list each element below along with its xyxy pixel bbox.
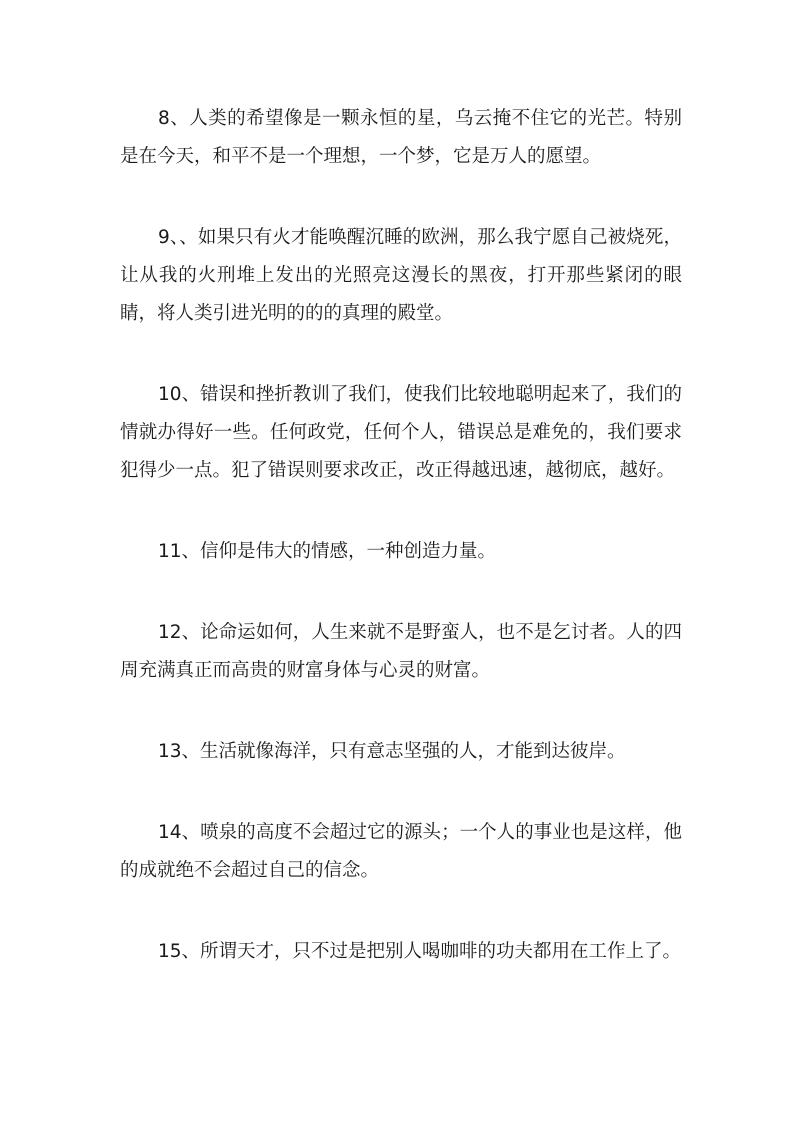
paragraph-11: 11、信仰是伟大的情感，一种创造力量。 xyxy=(158,541,497,562)
paragraph-13: 13、生活就像海洋，只有意志坚强的人，才能到达彼岸。 xyxy=(158,741,626,762)
paragraph-8: 8、人类的希望像是一颗永恒的星，乌云掩不住它的光芒。特别是在今天，和平不是一个理想，一个梦，它是万人的愿望。 xyxy=(120,108,682,167)
paragraph-12: 12、论命运如何，人生来就不是野蛮人，也不是乞讨者。人的四周充满真正而高贵的财富身体与心灵的财富。 xyxy=(120,622,682,681)
document-body xyxy=(120,100,682,1014)
paragraph-9: 9、、如果只有火才能唤醒沉睡的欧洲，那么我宁愿自己被烧死，让从我的火刑堆上发出的光照亮这漫长的黑夜，打开那些紧闭的眼睛，将人类引进光明的的的真理的殿堂。 xyxy=(120,227,682,324)
paragraph-14: 14、喷泉的高度不会超过它的源头；一个人的事业也是这样，他的成就绝不会超过自己的信念。 xyxy=(120,822,682,881)
paragraph-10: 10、错误和挫折教训了我们，使我们比较地聪明起来了，我们的情就办得好一些。任何政党，任何个人，错误总是难免的，我们要求犯得少一点。犯了错误则要求改正，改正得越迅速，越彻底，越好。 xyxy=(120,384,682,481)
paragraph-15: 15、所谓天才，只不过是把别人喝咖啡的功夫都用在工作上了。 xyxy=(158,941,682,962)
